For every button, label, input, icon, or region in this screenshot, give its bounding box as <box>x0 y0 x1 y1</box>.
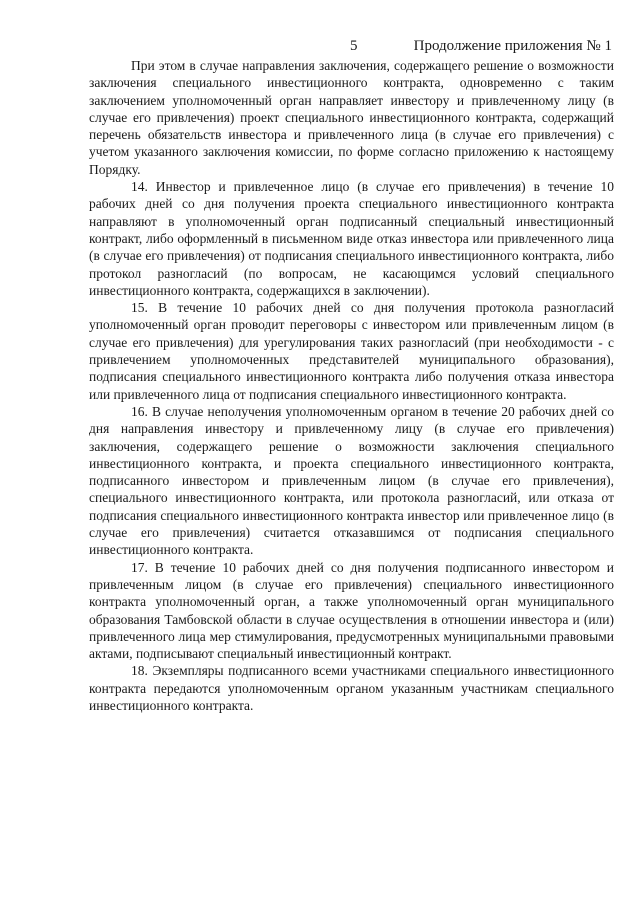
page-number: 5 <box>350 38 358 54</box>
paragraph-17: 17. В течение 10 рабочих дней со дня получения подписанного инвестором и привлеченным лицом (в случае его привлечения) специального инвестиционного контракта уполномоченный орган, а также уполномоченный орган муниципального образования Тамбовской области в случае осуществления в отношении инвестора и (или) привлеченного лица мер стимулирования, предусмотренных муниципальными правовыми актами, подписывают специальный инвестиционный контракт. <box>89 559 614 662</box>
paragraph-13-continuation: При этом в случае направления заключения, содержащего решение о возможности заключения специального инвестиционного контракта, одновременно с таким заключением уполномоченный орган направляет инвестору и привлеченному лицу (в случае его привлечения) проект специального инвестиционного контракта, содержащий перечень обязательств инвестора и привлеченного лица (в случае его привлечения) с учетом указанного заключения комиссии, по форме согласно приложению к настоящему Порядку. <box>89 58 614 177</box>
paragraph-16: 16. В случае неполучения уполномоченным органом в течение 20 рабочих дней со дня направления инвестору и привлеченному лицу (в случае его привлечения) заключения, содержащего решение о возможности заключения специального инвестиционного контракта, и проекта специального инвестиционного контракта, подписанного инвестором и привлеченным лицом (в случае его привлечения), специального инвестиционного контракта, или протокола разногласий, или отказа от подписания специального инвестиционного контракта инвестор или привлеченное лицо (в случае его привлечения) считается отказавшимся от подписания специального инвестиционного контракта. <box>89 403 614 558</box>
paragraph-14: 14. Инвестор и привлеченное лицо (в случае его привлечения) в течение 10 рабочих дней со дня получения проекта специального инвестиционного контракта направляют в уполномоченный орган подписанный специальный инвестиционный контракт, либо оформленный в письменном виде отказ инвестора или привлеченного лица (в случае его привлечения) от подписания специального инвестиционного контракта, либо протокол разногласий (по вопросам, не касающимся условий специального инвестиционного контракта, содержащихся в заключении). <box>89 179 614 298</box>
document-body <box>89 57 614 714</box>
paragraph-18: 18. Экземпляры подписанного всеми участниками специального инвестиционного контракта передаются уполномоченным органом указанным участникам специального инвестиционного контракта. <box>89 663 614 713</box>
continuation-note: Продолжение приложения № 1 <box>413 38 612 54</box>
paragraph-15: 15. В течение 10 рабочих дней со дня получения протокола разногласий уполномоченный орган проводит переговоры с инвестором или привлеченным лицом (в случае его привлечения) для урегулирования таких разногласий (при необходимости - с привлечением уполномоченных представителей муниципального образования), подписания специального инвестиционного контракта либо получения отказа инвестора или привлеченного лица от подписания специального инвестиционного контракта. <box>89 300 614 402</box>
